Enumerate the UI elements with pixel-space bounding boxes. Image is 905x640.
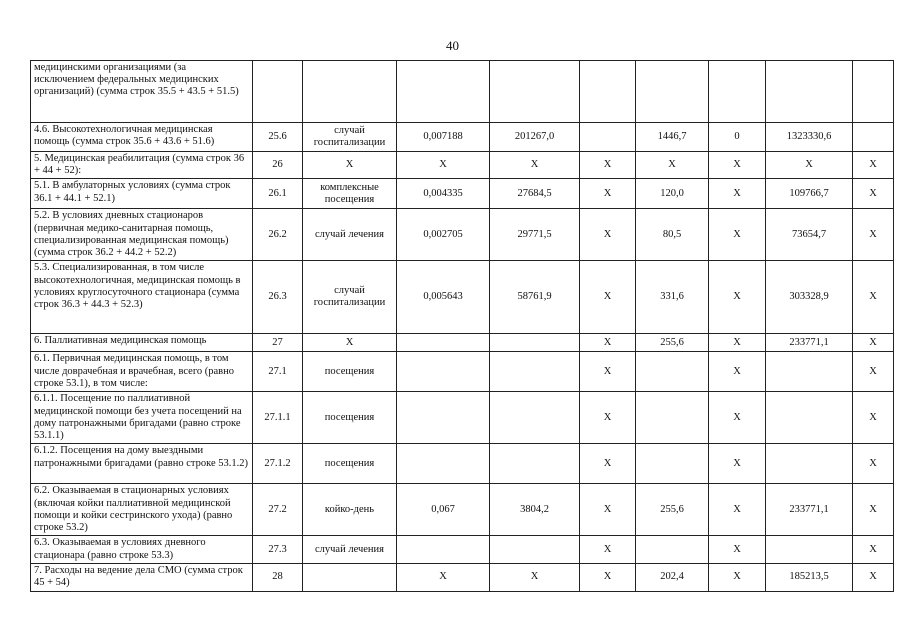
col-10-cell: X bbox=[853, 152, 894, 179]
col-6-cell: X bbox=[580, 352, 636, 392]
col-8-cell: 0 bbox=[709, 123, 766, 152]
table-row bbox=[31, 209, 894, 261]
table-row bbox=[31, 334, 894, 352]
col-10-cell: X bbox=[853, 261, 894, 334]
col-10-cell: X bbox=[853, 536, 894, 563]
col-10-cell: X bbox=[853, 352, 894, 392]
col-8-cell: X bbox=[709, 261, 766, 334]
col-7-cell: 1446,7 bbox=[636, 123, 709, 152]
row-name-cell: 6.3. Оказываемая в условиях дневного стационара (равно строке 53.3) bbox=[31, 536, 253, 563]
row-name-cell: 7. Расходы на ведение дела СМО (сумма строк 45 + 54) bbox=[31, 563, 253, 591]
financing-table bbox=[30, 60, 894, 592]
row-name-cell: 5.1. В амбулаторных условиях (сумма строк 36.1 + 44.1 + 52.1) bbox=[31, 179, 253, 209]
unit-cell: посещения bbox=[303, 444, 397, 484]
col-8-cell: X bbox=[709, 334, 766, 352]
row-name-cell: 5. Медицинская реабилитация (сумма строк 36 + 44 + 52): bbox=[31, 152, 253, 179]
cost-value-cell bbox=[490, 536, 580, 563]
col-9-cell: X bbox=[766, 152, 853, 179]
col-10-cell bbox=[853, 61, 894, 123]
table-row bbox=[31, 392, 894, 444]
col-8-cell: X bbox=[709, 209, 766, 261]
norm-value-cell: 0,067 bbox=[397, 484, 490, 536]
col-7-cell: 255,6 bbox=[636, 484, 709, 536]
col-9-cell bbox=[766, 444, 853, 484]
cost-value-cell: X bbox=[490, 152, 580, 179]
row-name-cell: 6.1.2. Посещения на дому выездными патронажными бригадами (равно строке 53.1.2) bbox=[31, 444, 253, 484]
col-10-cell: X bbox=[853, 392, 894, 444]
norm-value-cell: 0,004335 bbox=[397, 179, 490, 209]
line-code-cell: 26 bbox=[253, 152, 303, 179]
col-7-cell bbox=[636, 61, 709, 123]
line-code-cell: 27.1.2 bbox=[253, 444, 303, 484]
col-9-cell bbox=[766, 392, 853, 444]
col-8-cell bbox=[709, 61, 766, 123]
col-7-cell bbox=[636, 536, 709, 563]
norm-value-cell bbox=[397, 61, 490, 123]
norm-value-cell bbox=[397, 536, 490, 563]
row-name-cell: 5.2. В условиях дневных стационаров (первичная медико-санитарная помощь, специализированная медицинская помощь) (сумма строк 36.2 + 44.2 + 52.2) bbox=[31, 209, 253, 261]
col-8-cell: X bbox=[709, 484, 766, 536]
cost-value-cell: 58761,9 bbox=[490, 261, 580, 334]
col-8-cell: X bbox=[709, 444, 766, 484]
unit-cell: комплексные посещения bbox=[303, 179, 397, 209]
col-7-cell bbox=[636, 444, 709, 484]
col-7-cell bbox=[636, 392, 709, 444]
line-code-cell: 26.1 bbox=[253, 179, 303, 209]
cost-value-cell bbox=[490, 392, 580, 444]
col-7-cell: 120,0 bbox=[636, 179, 709, 209]
table-row bbox=[31, 61, 894, 123]
cost-value-cell bbox=[490, 444, 580, 484]
row-name-cell: 5.3. Специализированная, в том числе высокотехнологичная, медицинская помощь в условиях круглосуточного стационара (сумма строк 36.3 + 44.3 + 52.3) bbox=[31, 261, 253, 334]
col-8-cell: X bbox=[709, 563, 766, 591]
unit-cell: случай госпитализации bbox=[303, 261, 397, 334]
col-6-cell: X bbox=[580, 392, 636, 444]
col-6-cell: X bbox=[580, 484, 636, 536]
unit-cell: посещения bbox=[303, 352, 397, 392]
unit-cell: посещения bbox=[303, 392, 397, 444]
cost-value-cell bbox=[490, 61, 580, 123]
line-code-cell: 26.3 bbox=[253, 261, 303, 334]
line-code-cell: 28 bbox=[253, 563, 303, 591]
norm-value-cell: X bbox=[397, 563, 490, 591]
table-row bbox=[31, 484, 894, 536]
col-7-cell: X bbox=[636, 152, 709, 179]
col-7-cell: 80,5 bbox=[636, 209, 709, 261]
col-10-cell: X bbox=[853, 179, 894, 209]
table-row bbox=[31, 152, 894, 179]
col-8-cell: X bbox=[709, 352, 766, 392]
norm-value-cell: 0,007188 bbox=[397, 123, 490, 152]
col-10-cell: X bbox=[853, 334, 894, 352]
unit-cell: X bbox=[303, 152, 397, 179]
col-8-cell: X bbox=[709, 536, 766, 563]
col-8-cell: X bbox=[709, 152, 766, 179]
cost-value-cell: 29771,5 bbox=[490, 209, 580, 261]
col-6-cell: X bbox=[580, 261, 636, 334]
line-code-cell: 27.1.1 bbox=[253, 392, 303, 444]
unit-cell bbox=[303, 563, 397, 591]
col-9-cell bbox=[766, 61, 853, 123]
col-9-cell: 233771,1 bbox=[766, 334, 853, 352]
col-7-cell: 255,6 bbox=[636, 334, 709, 352]
col-10-cell: X bbox=[853, 484, 894, 536]
table-row bbox=[31, 536, 894, 563]
cost-value-cell: 27684,5 bbox=[490, 179, 580, 209]
col-9-cell: 185213,5 bbox=[766, 563, 853, 591]
col-6-cell: X bbox=[580, 536, 636, 563]
cost-value-cell: X bbox=[490, 563, 580, 591]
col-9-cell: 73654,7 bbox=[766, 209, 853, 261]
unit-cell bbox=[303, 61, 397, 123]
table-row bbox=[31, 563, 894, 591]
row-name-cell: 6.1. Первичная медицинская помощь, в том числе доврачебная и врачебная, всего (равно строке 53.1), в том числе: bbox=[31, 352, 253, 392]
col-8-cell: X bbox=[709, 392, 766, 444]
col-6-cell: X bbox=[580, 152, 636, 179]
col-9-cell: 1323330,6 bbox=[766, 123, 853, 152]
col-6-cell bbox=[580, 61, 636, 123]
col-6-cell bbox=[580, 123, 636, 152]
norm-value-cell: 0,005643 bbox=[397, 261, 490, 334]
norm-value-cell bbox=[397, 334, 490, 352]
col-6-cell: X bbox=[580, 179, 636, 209]
cost-value-cell: 201267,0 bbox=[490, 123, 580, 152]
table-row bbox=[31, 123, 894, 152]
norm-value-cell bbox=[397, 392, 490, 444]
norm-value-cell bbox=[397, 444, 490, 484]
norm-value-cell: X bbox=[397, 152, 490, 179]
unit-cell: случай лечения bbox=[303, 209, 397, 261]
col-6-cell: X bbox=[580, 334, 636, 352]
col-6-cell: X bbox=[580, 444, 636, 484]
col-9-cell: 303328,9 bbox=[766, 261, 853, 334]
col-10-cell bbox=[853, 123, 894, 152]
cost-value-cell: 3804,2 bbox=[490, 484, 580, 536]
col-10-cell: X bbox=[853, 209, 894, 261]
unit-cell: случай госпитализации bbox=[303, 123, 397, 152]
line-code-cell: 26.2 bbox=[253, 209, 303, 261]
col-10-cell: X bbox=[853, 444, 894, 484]
col-7-cell: 331,6 bbox=[636, 261, 709, 334]
col-9-cell: 109766,7 bbox=[766, 179, 853, 209]
line-code-cell: 27.3 bbox=[253, 536, 303, 563]
row-name-cell: 6. Паллиативная медицинская помощь bbox=[31, 334, 253, 352]
norm-value-cell: 0,002705 bbox=[397, 209, 490, 261]
line-code-cell bbox=[253, 61, 303, 123]
line-code-cell: 27.2 bbox=[253, 484, 303, 536]
table-row bbox=[31, 444, 894, 484]
line-code-cell: 27 bbox=[253, 334, 303, 352]
row-name-cell: 4.6. Высокотехнологичная медицинская помощь (сумма строк 35.6 + 43.6 + 51.6) bbox=[31, 123, 253, 152]
col-9-cell bbox=[766, 536, 853, 563]
col-7-cell bbox=[636, 352, 709, 392]
cost-value-cell bbox=[490, 352, 580, 392]
col-8-cell: X bbox=[709, 179, 766, 209]
norm-value-cell bbox=[397, 352, 490, 392]
row-name-cell: 6.1.1. Посещение по паллиативной медицинской помощи без учета посещений на дому патронажными бригадами (равно строке 53.1.1) bbox=[31, 392, 253, 444]
col-9-cell bbox=[766, 352, 853, 392]
table-row bbox=[31, 352, 894, 392]
row-name-cell: 6.2. Оказываемая в стационарных условиях (включая койки паллиативной медицинской помощи и койки сестринского ухода) (равно строке 53.2) bbox=[31, 484, 253, 536]
row-name-cell: медицинскими организациями (за исключением федеральных медицинских организаций) (сумма строк 35.5 + 43.5 + 51.5) bbox=[31, 61, 253, 123]
col-7-cell: 202,4 bbox=[636, 563, 709, 591]
table-row bbox=[31, 179, 894, 209]
cost-value-cell bbox=[490, 334, 580, 352]
col-6-cell: X bbox=[580, 563, 636, 591]
unit-cell: случай лечения bbox=[303, 536, 397, 563]
page-number: 40 bbox=[446, 38, 459, 53]
col-10-cell: X bbox=[853, 563, 894, 591]
line-code-cell: 25.6 bbox=[253, 123, 303, 152]
line-code-cell: 27.1 bbox=[253, 352, 303, 392]
col-9-cell: 233771,1 bbox=[766, 484, 853, 536]
unit-cell: X bbox=[303, 334, 397, 352]
table-row bbox=[31, 261, 894, 334]
unit-cell: койко-день bbox=[303, 484, 397, 536]
col-6-cell: X bbox=[580, 209, 636, 261]
